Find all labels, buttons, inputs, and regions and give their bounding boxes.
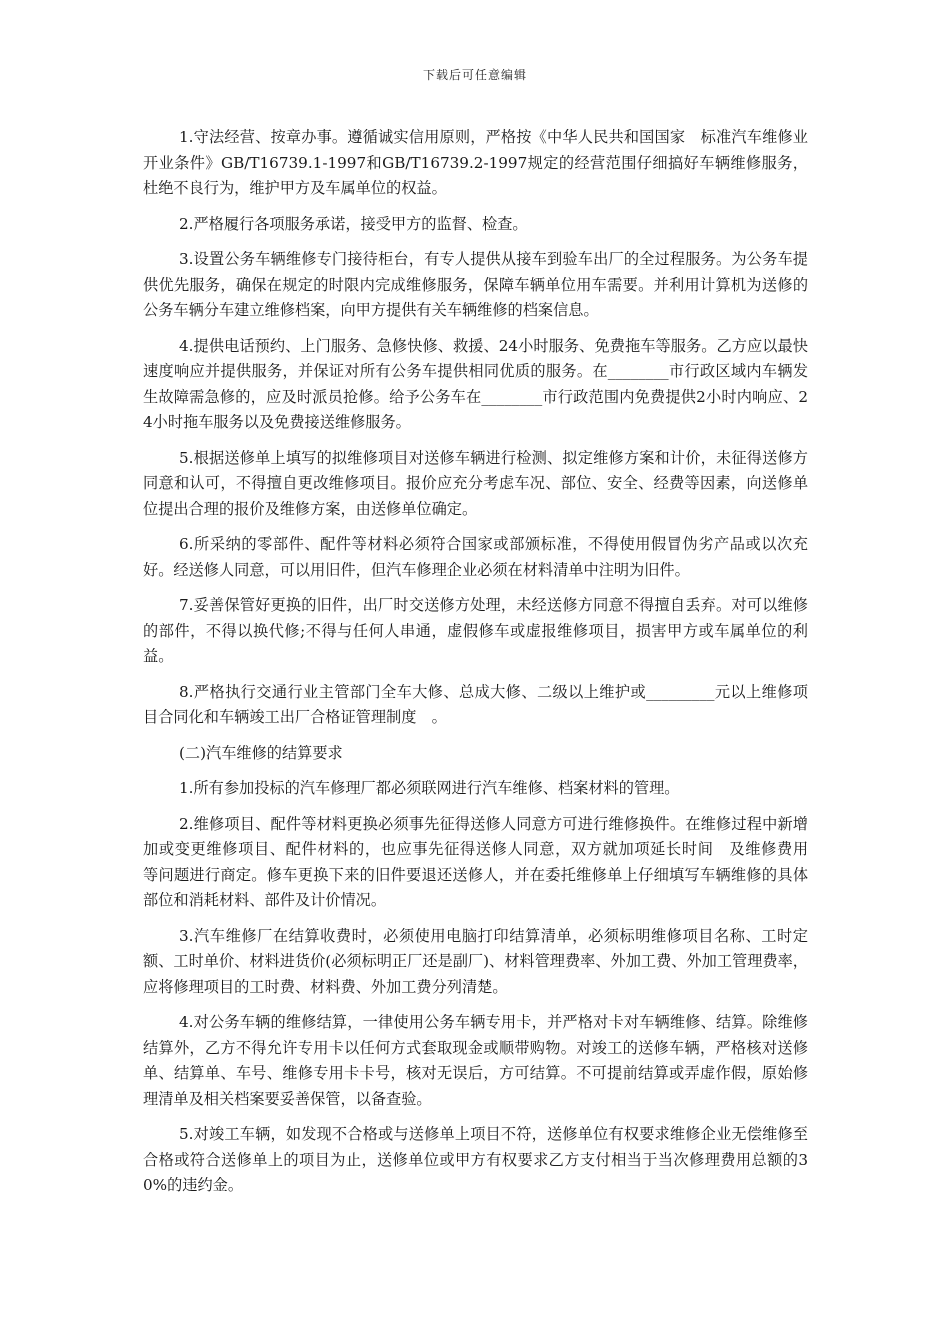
paragraph-2: 2.严格履行各项服务承诺，接受甲方的监督、检查。 [179,214,528,233]
paragraph-7: 7.妥善保管好更换的旧件，出厂时交送修方处理，未经送修方同意不得擅自丢弃。对可以维修的部件，不得以换代修;不得与任何人串通，虚假修车或虚报维修项目，损害甲方或车属单位的利益。 [143,596,808,665]
paragraph-1: 1.守法经营、按章办事。遵循诚实信用原则，严格按《中华人民共和国国家 标准汽车维修业开业条件》GB/T16739.1-1997和GB/T16739.2-1997规定的经营范围仔细搞好车辆维修服务，杜绝不良行为，维护甲方及车属单位的权益。 [143,128,808,197]
paragraph-5: 5.根据送修单上填写的拟维修项目对送修车辆进行检测、拟定维修方案和计价，未征得送修方同意和认可，不得擅自更改维修项目。报价应充分考虑车况、部位、安全、经费等因素，向送修单位提出合理的报价及维修方案，由送修单位确定。 [143,448,808,518]
section-heading-settlement: (二)汽车维修的结算要求 [179,743,343,762]
paragraph-6: 6.所采纳的零部件、配件等材料必须符合国家或部颁标准，不得使用假冒伪劣产品或以次充好。经送修人同意，可以用旧件，但汽车修理企业必须在材料清单中注明为旧件。 [143,535,808,579]
paragraph-8: 8.严格执行交通行业主管部门全车大修、总成大修、二级以上维护或_________元以上维修项目合同化和车辆竣工出厂合格证管理制度 。 [143,682,808,726]
paragraph-settlement-1: 1.所有参加投标的汽车修理厂都必须联网进行汽车维修、档案材料的管理。 [179,779,680,797]
paragraph-settlement-2: 2.维修项目、配件等材料更换必须事先征得送修人同意方可进行维修换件。在维修过程中新增加或变更维修项目、配件材料的，也应事先征得送修人同意，双方就加项延长时间 及维修费用 等问题进行商定。修车更换下来的旧件要退还送修人，并在委托维修单上仔细填写车辆维修的具体部位和消耗材料、部件及计价情况。 [143,814,824,909]
paragraph-4: 4.提供电话预约、上门服务、急修快修、救援、24小时服务、免费拖车等服务。乙方应以最快速度响应并提供服务，并保证对所有公务车提供相同优质的服务。在________市行政区域内车辆发生故障需急修的，应及时派员抢修。给予公务车在________市行政范围内免费提供2小时内响应、24小时拖车服务以及免费接送维修服务。 [143,336,808,431]
paragraph-settlement-4: 4.对公务车辆的维修结算，一律使用公务车辆专用卡，并严格对卡对车辆维修、结算。除维修结算外，乙方不得允许专用卡以任何方式套取现金或顺带购物。对竣工的送修车辆，严格核对送修单、结算单、车号、维修专用卡卡号，核对无误后，方可结算。不可提前结算或弄虚作假，原始修理清单及相关档案要妥善保管，以备查验。 [143,1013,808,1108]
header-note: 下载后可任意编辑 [422,68,527,82]
document-body [143,125,824,1209]
paragraph-settlement-3: 3.汽车维修厂在结算收费时，必须使用电脑打印结算清单，必须标明维修项目名称、工时定额、工时单价、材料进货价(必须标明正厂还是副厂)、材料管理费率、外加工费、外加工管理费率，应将修理项目的工时费、材料费、外加工费分列清楚。 [143,926,808,996]
paragraph-settlement-5: 5.对竣工车辆，如发现不合格或与送修单上项目不符，送修单位有权要求维修企业无偿维修至合格或符合送修单上的项目为止，送修单位或甲方有权要求乙方支付相当于当次修理费用总额的30%的违约金。 [143,1125,808,1194]
paragraph-3: 3.设置公务车辆维修专门接待柜台，有专人提供从接车到验车出厂的全过程服务。为公务车提供优先服务，确保在规定的时限内完成维修服务，保障车辆单位用车需要。并利用计算机为送修的公务车辆分车建立维修档案，向甲方提供有关车辆维修的档案信息。 [143,250,808,319]
